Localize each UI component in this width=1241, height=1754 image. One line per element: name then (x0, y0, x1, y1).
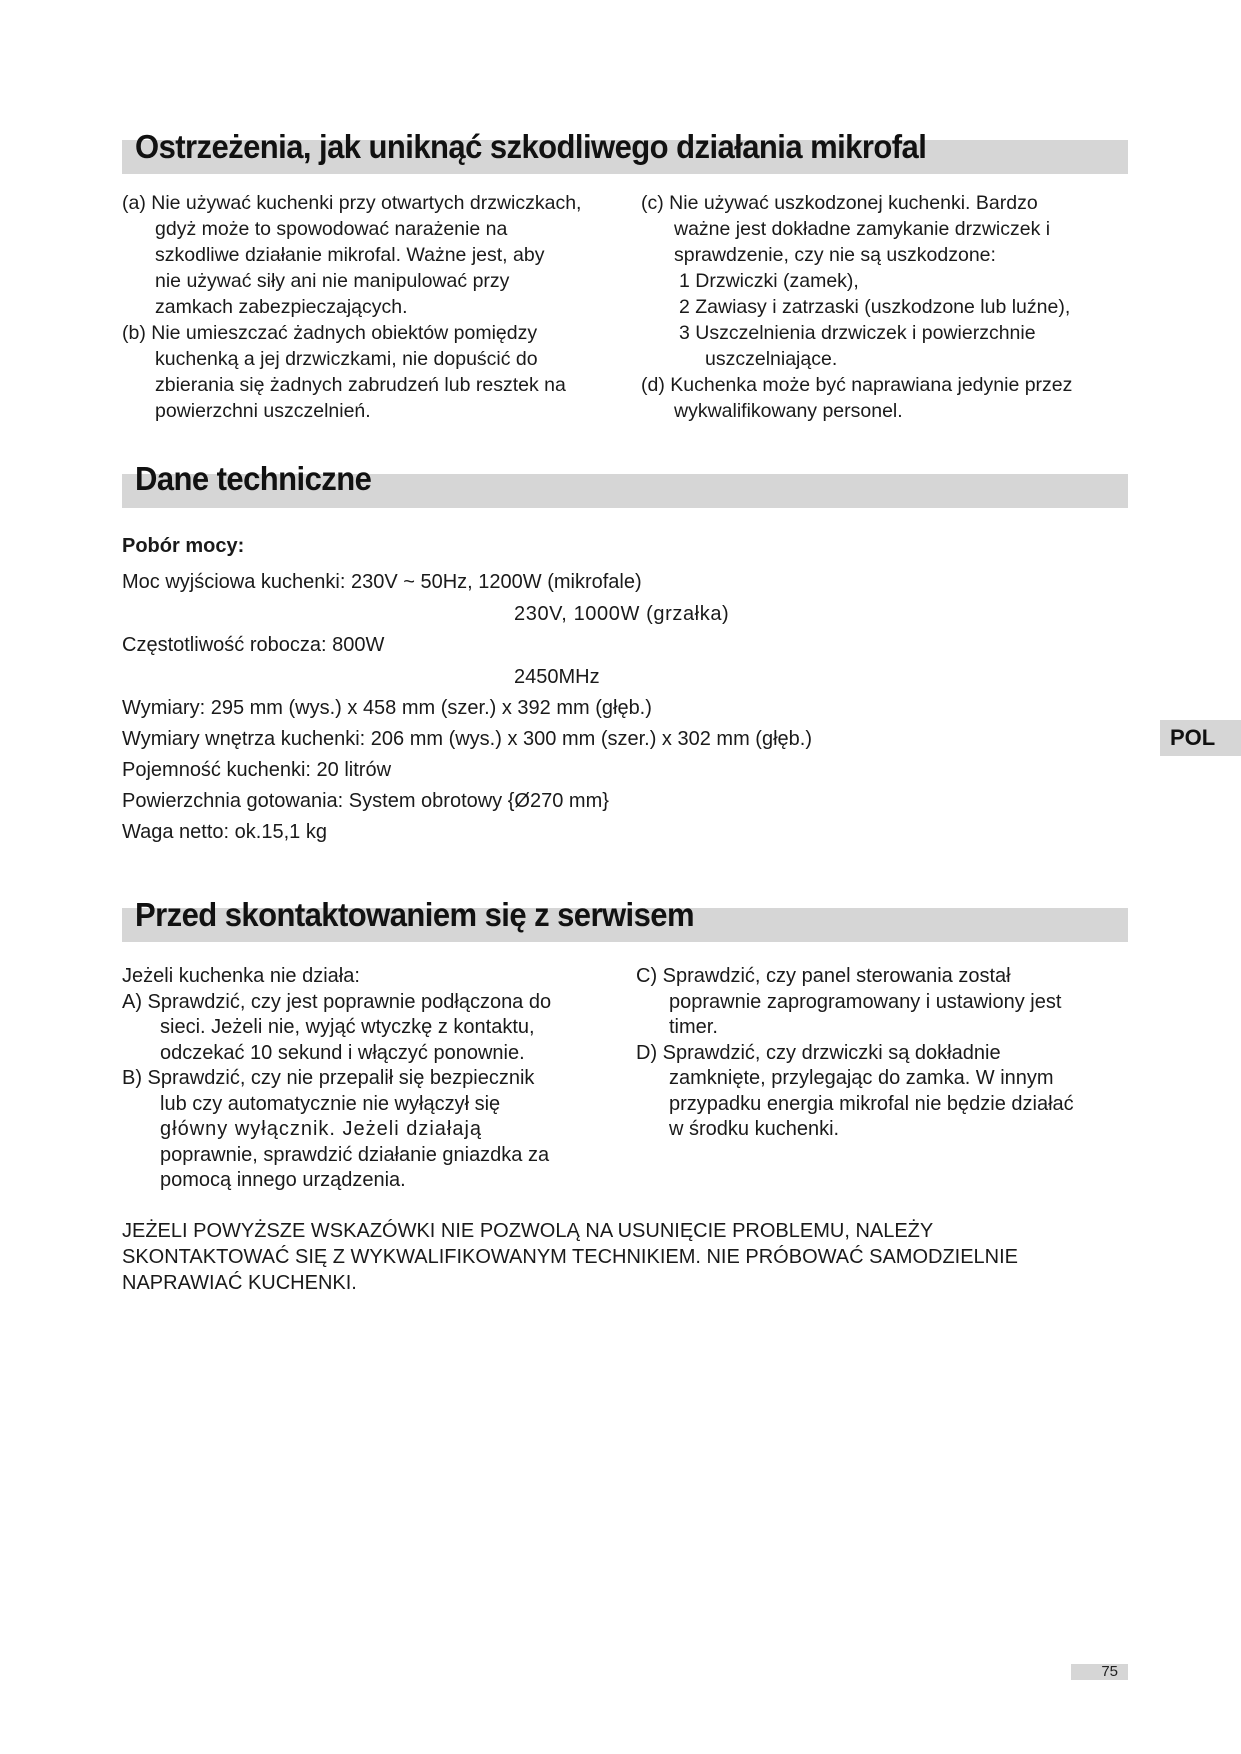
section-title-specs: Dane techniczne (135, 460, 372, 497)
service-line: odczekać 10 sekund i włączyć ponownie. (160, 1041, 525, 1064)
service-line: C) Sprawdzić, czy panel sterowania został (636, 965, 1011, 987)
service-line: przypadku energia mikrofal nie będzie działać (669, 1092, 1074, 1115)
section-title-warnings: Ostrzeżenia, jak uniknąć szkodliwego działania mikrofal (135, 128, 927, 165)
service-warning-paragraph (122, 1218, 1018, 1296)
warning-line: (a) Nie używać kuchenki przy otwartych drzwiczkach, (122, 192, 582, 214)
warning-line: zamkach zabezpieczających. (155, 296, 408, 318)
spec-dimensions: Wymiary: 295 mm (wys.) x 458 mm (szer.) x 392 mm (głęb.) (122, 697, 652, 719)
section-title-service: Przed skontaktowaniem się z serwisem (135, 896, 694, 933)
warning-line: ważne jest dokładne zamykanie drzwiczek i (674, 218, 1051, 240)
service-line: w środku kuchenki. (669, 1118, 840, 1140)
warning-line: 3 Uszczelnienia drzwiczek i powierzchnie (679, 322, 1036, 344)
service-line: D) Sprawdzić, czy drzwiczki są dokładnie (636, 1041, 1001, 1064)
warning-line: wykwalifikowany personel. (674, 400, 903, 422)
warning-line: kuchenką a jej drzwiczkami, nie dopuścić do (155, 348, 538, 370)
service-line: lub czy automatycznie nie wyłączył się (160, 1092, 501, 1115)
spec-capacity: Pojemność kuchenki: 20 litrów (122, 759, 392, 781)
service-line: poprawnie zaprogramowany i ustawiony jest (669, 990, 1062, 1013)
service-line: sieci. Jeżeli nie, wyjąć wtyczkę z kontaktu, (160, 1016, 535, 1038)
service-line: główny wyłącznik. Jeżeli działają (160, 1118, 483, 1140)
warning-line: (c) Nie używać uszkodzonej kuchenki. Bardzo (641, 192, 1038, 214)
spec-cooking-surface: Powierzchnia gotowania: System obrotowy {Ø270 mm} (122, 790, 609, 812)
spec-inner-dimensions: Wymiary wnętrza kuchenki: 206 mm (wys.) x 300 mm (szer.) x 302 mm (głęb.) (122, 728, 812, 750)
language-tab: POL (1160, 720, 1241, 756)
service-line: poprawnie, sprawdzić działanie gniazdka za (160, 1143, 550, 1166)
warning-line: sprawdzenie, czy nie są uszkodzone: (674, 244, 996, 266)
warnings-left-column (122, 190, 581, 424)
warning-line: uszczelniające. (705, 348, 838, 370)
service-right-column (636, 964, 1074, 1143)
service-left-column (122, 964, 551, 1194)
warning-line: gdyż może to spowodować narażenie na (155, 218, 508, 240)
service-line: A) Sprawdzić, czy jest poprawnie podłączona do (122, 990, 552, 1013)
warning-line: nie używać siły ani nie manipulować przy (155, 270, 510, 292)
page-number: 75 (1071, 1664, 1128, 1680)
warning-line: szkodliwe działanie mikrofal. Ważne jest, aby (155, 244, 545, 266)
spec-frequency: Częstotliwość robocza: 800W (122, 634, 385, 656)
service-line: Jeżeli kuchenka nie działa: (122, 965, 360, 987)
warning-line: (b) Nie umieszczać żadnych obiektów pomiędzy (122, 322, 538, 344)
service-warning-line: NAPRAWIAĆ KUCHENKI. (122, 1272, 357, 1294)
power-label: Pobór mocy: (122, 535, 245, 557)
service-line: B) Sprawdzić, czy nie przepalił się bezpiecznik (122, 1067, 535, 1089)
service-line: zamknięte, przylegając do zamka. W innym (669, 1067, 1054, 1089)
service-line: timer. (669, 1016, 718, 1038)
warnings-right-column (641, 190, 1072, 424)
warning-line: 2 Zawiasy i zatrzaski (uszkodzone lub luźne), (679, 296, 1071, 318)
spec-output-power: Moc wyjściowa kuchenki: 230V ~ 50Hz, 1200W (mikrofale) (122, 571, 642, 593)
spec-net-weight: Waga netto: ok.15,1 kg (122, 821, 327, 843)
service-warning-line: SKONTAKTOWAĆ SIĘ Z WYKWALIFIKOWANYM TECHNIKIEM. NIE PRÓBOWAĆ SAMODZIELNIE (122, 1246, 1019, 1268)
spec-frequency-value: 2450MHz (514, 666, 600, 688)
service-line: pomocą innego urządzenia. (160, 1169, 406, 1191)
warning-line: powierzchni uszczelnień. (155, 400, 371, 422)
service-warning-line: JEŻELI POWYŻSZE WSKAZÓWKI NIE POZWOLĄ NA USUNIĘCIE PROBLEMU, NALEŻY (122, 1220, 934, 1242)
warning-line: 1 Drzwiczki (zamek), (679, 270, 859, 292)
spec-output-power-heater: 230V, 1000W (grzałka) (514, 603, 730, 625)
warning-line: zbierania się żadnych zabrudzeń lub resztek na (155, 374, 566, 396)
warning-line: (d) Kuchenka może być naprawiana jedynie przez (641, 374, 1073, 396)
